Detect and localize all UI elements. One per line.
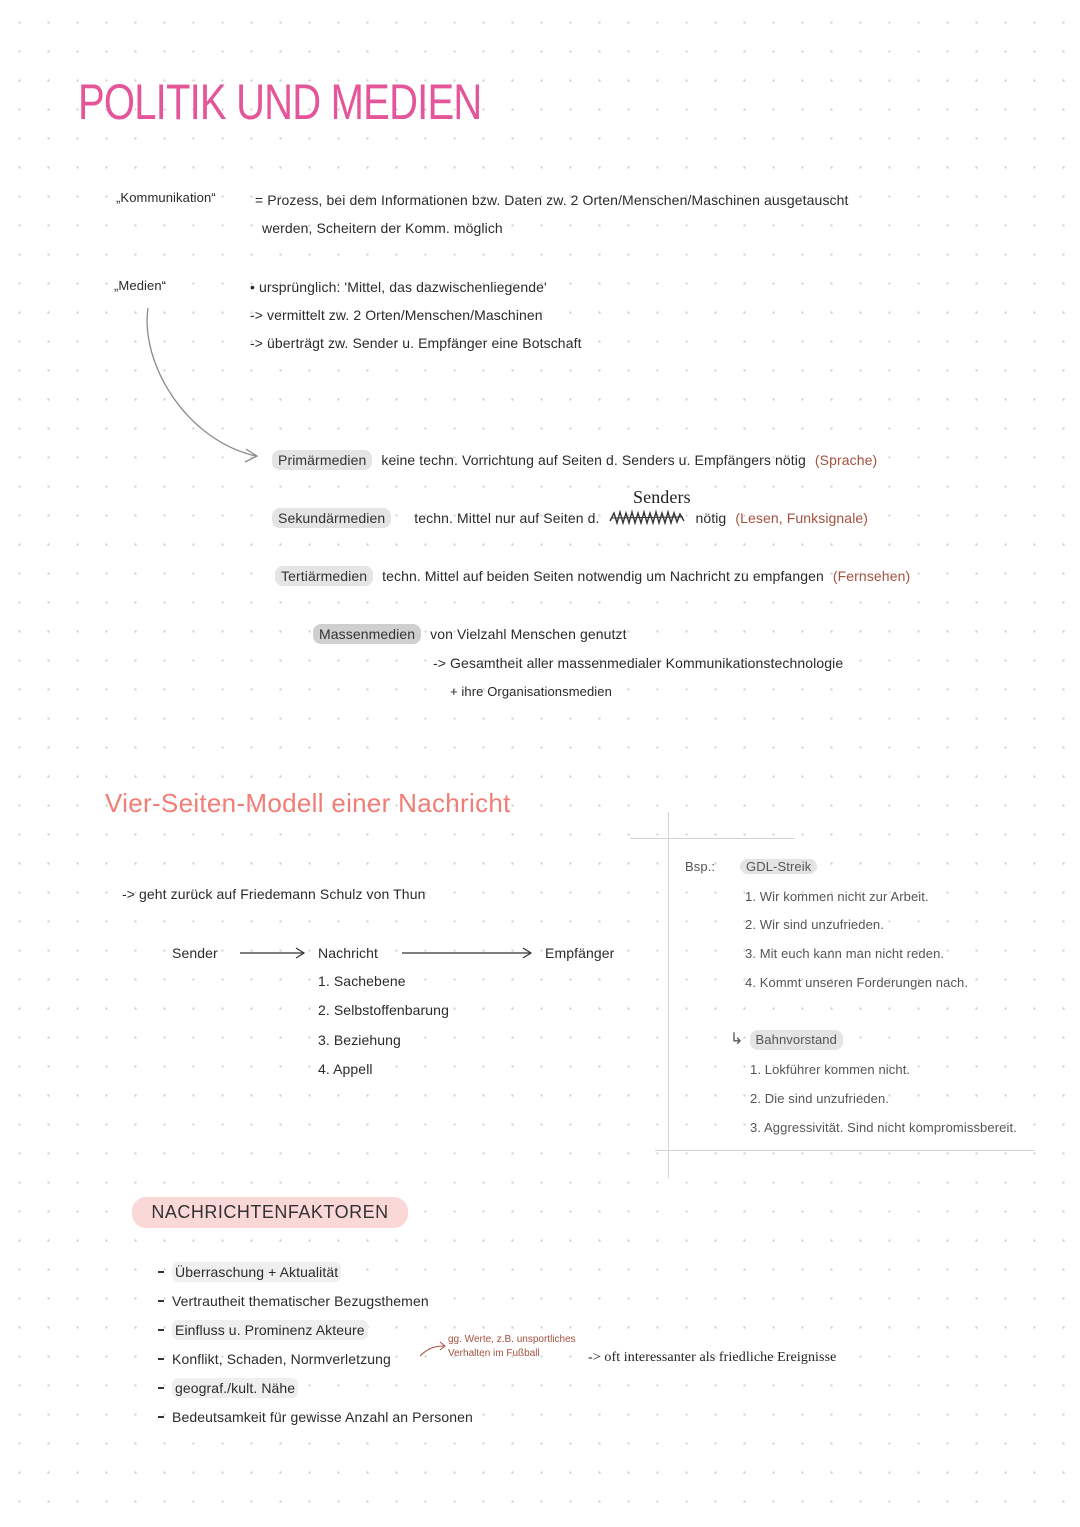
faktor-4: Konflikt, Schaden, Normverletzung <box>172 1351 391 1367</box>
example-statement-2: 2. Wir sind unzufrieden. <box>745 917 884 932</box>
note-arrowhead <box>440 1342 445 1350</box>
medien-point-1: • ursprünglich: 'Mittel, das dazwischenliegende' <box>250 279 547 295</box>
massenmedien-point-2: + ihre Organisationsmedien <box>450 684 612 699</box>
dash-icon <box>158 1271 164 1273</box>
example-reply-header <box>730 1030 843 1050</box>
modell-level-1: 1. Sachebene <box>318 973 406 989</box>
page-title: POLITIK UND MEDIEN <box>78 74 482 130</box>
faktor-comment: -> oft interessanter als friedliche Ereignisse <box>588 1350 837 1365</box>
tertiaermedien-term: Tertiärmedien <box>275 566 373 586</box>
example-topic <box>740 857 817 877</box>
example-label: Bsp.: <box>685 859 716 874</box>
list-item <box>158 1378 298 1398</box>
sekundaermedien-text: techn. Mittel nur auf Seiten d. <box>414 510 600 526</box>
sekundaermedien-example: (Lesen, Funksignale) <box>735 510 869 526</box>
tertiaermedien-example: (Fernsehen) <box>832 568 911 584</box>
faktor-3: Einfluss u. Prominenz Akteure <box>172 1320 368 1340</box>
modell-message: Nachricht <box>318 945 379 961</box>
faktor-note-line-1: gg. Werte, z.B. unsportliches <box>448 1334 576 1345</box>
modell-sender: Sender <box>172 945 218 961</box>
medien-point-2: -> vermittelt zw. 2 Orten/Menschen/Maschinen <box>250 307 543 323</box>
dash-icon <box>158 1300 164 1302</box>
primaermedien-row <box>272 450 877 470</box>
section-heading-nachrichtenfaktoren <box>132 1197 408 1228</box>
tertiaermedien-row <box>275 566 910 586</box>
example-statement-4: 4. Kommt unseren Forderungen nach. <box>745 975 969 990</box>
faktor-1: Überraschung + Aktualität <box>172 1262 341 1282</box>
modell-origin: -> geht zurück auf Friedemann Schulz von Thun <box>122 886 426 902</box>
faktor-note-line-2: Verhalten im Fußball <box>448 1348 540 1359</box>
message-to-receiver-arrowhead <box>523 948 531 958</box>
example-reply-1: 1. Lokführer kommen nicht. <box>750 1062 911 1077</box>
tertiaermedien-text: techn. Mittel auf beiden Seiten notwendig um Nachricht zu empfangen <box>382 568 824 584</box>
example-reply-2: 2. Die sind unzufrieden. <box>750 1091 889 1106</box>
medien-point-3: -> überträgt zw. Sender u. Empfänger eine Botschaft <box>250 335 582 351</box>
massenmedien-point-1: -> Gesamtheit aller massenmedialer Kommunikationstechnologie <box>433 655 844 671</box>
massenmedien-term: Massenmedien <box>313 624 421 644</box>
hook-arrow-icon: ↳ <box>730 1031 744 1048</box>
list-item <box>158 1262 341 1282</box>
list-item <box>158 1407 473 1427</box>
kommunikation-definition-line-1: = Prozess, bei dem Informationen bzw. Daten zw. 2 Orten/Menschen/Maschinen ausgetauscht <box>255 192 849 208</box>
faktor-5: geograf./kult. Nähe <box>172 1378 298 1398</box>
massenmedien-row <box>313 624 627 644</box>
list-item <box>158 1320 368 1340</box>
example-statement-1: 1. Wir kommen nicht zur Arbeit. <box>745 889 929 904</box>
sekundaermedien-row <box>272 508 868 528</box>
example-reply-3: 3. Aggressivität. Sind nicht kompromissbereit. <box>750 1120 1017 1135</box>
modell-level-3: 3. Beziehung <box>318 1032 401 1048</box>
nachrichtenfaktoren-heading: NACHRICHTENFAKTOREN <box>151 1202 389 1222</box>
example-statement-3: 3. Mit euch kann man nicht reden. <box>745 946 945 961</box>
note-curved-arrow-icon <box>420 1346 444 1356</box>
dash-icon <box>158 1387 164 1389</box>
primaermedien-term: Primärmedien <box>272 450 372 470</box>
modell-receiver: Empfänger <box>545 945 615 961</box>
faktor-2: Vertrautheit thematischer Bezugsthemen <box>172 1293 429 1309</box>
massenmedien-text: von Vielzahl Menschen genutzt <box>430 626 627 642</box>
sender-to-message-arrowhead <box>296 948 304 958</box>
faktor-6: Bedeutsamkeit für gewisse Anzahl an Personen <box>172 1409 473 1425</box>
list-item <box>158 1349 391 1369</box>
dash-icon <box>158 1358 164 1360</box>
curved-arrow-head <box>245 449 257 462</box>
curved-arrow-icon <box>147 308 256 456</box>
section-heading-vier-seiten-modell: Vier-Seiten-Modell einer Nachricht <box>105 788 511 818</box>
example-topic-label: GDL-Streik <box>740 859 817 874</box>
sekundaermedien-term: Sekundärmedien <box>272 508 391 528</box>
primaermedien-example: (Sprache) <box>814 452 878 468</box>
example-reply-label: Bahnvorstand <box>750 1030 843 1050</box>
kommunikation-term: „Kommunikation“ <box>116 190 216 205</box>
modell-level-4: 4. Appell <box>318 1061 373 1077</box>
dash-icon <box>158 1329 164 1331</box>
example-bottom-rule <box>655 1150 1035 1151</box>
example-vertical-rule <box>668 812 669 1178</box>
example-top-rule <box>630 838 795 839</box>
sekundaermedien-text-after: nötig <box>695 510 727 526</box>
dash-icon <box>158 1416 164 1418</box>
kommunikation-definition-line-2: werden, Scheitern der Komm. möglich <box>262 220 503 236</box>
scribble-strikeout-icon <box>608 509 686 527</box>
primaermedien-text: keine techn. Vorrichtung auf Seiten d. Senders u. Empfängers nötig <box>381 452 806 468</box>
modell-level-2: 2. Selbstoffenbarung <box>318 1002 449 1018</box>
medien-term: „Medien“ <box>114 278 167 293</box>
correction-senders: Senders <box>633 487 691 507</box>
list-item <box>158 1291 429 1311</box>
